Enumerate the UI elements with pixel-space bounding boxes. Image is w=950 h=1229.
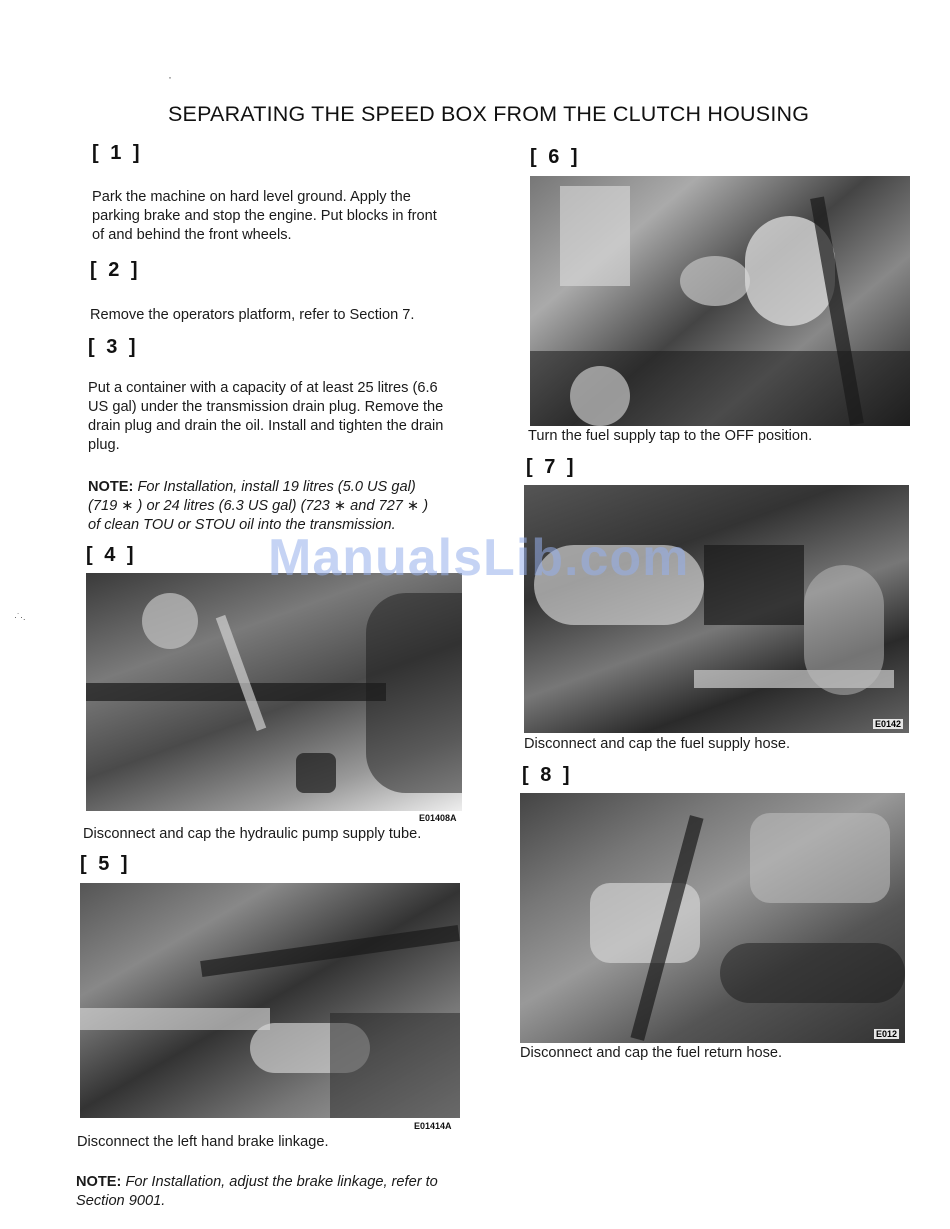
photo-shape [200,925,460,977]
text-line: Remove the operators platform, refer to Section 7. [90,307,415,323]
note-line [76,1173,476,1192]
page-title: SEPARATING THE SPEED BOX FROM THE CLUTCH HOUSING [168,102,810,126]
photo-shape [86,683,386,701]
note-label: NOTE: [76,1174,122,1190]
step-7-photo [524,485,909,733]
stray-mark: · [168,70,172,84]
step-5-image-code: E01414A [414,1121,452,1131]
step-8-caption: Disconnect and cap the fuel return hose. [520,1045,783,1061]
note-line: Section 9001. [76,1193,166,1209]
step-5-photo [80,883,460,1118]
photo-shape [216,615,266,731]
step-3-text [88,379,488,455]
note-line: (719 ∗ ) or 24 litres (6.3 US gal) (723 ∗ and 727 ∗ ) [88,498,429,514]
stray-mark: ·˙·. [14,612,26,622]
photo-shape [680,256,750,306]
step-2-text [90,306,490,325]
photo-shape [80,1008,270,1030]
text-line: US gal) under the transmission drain plug. Remove the [88,399,444,415]
step-4-image-code: E01408A [419,813,457,823]
photo-shape [142,593,198,649]
step-7-caption: Disconnect and cap the fuel supply hose. [524,736,791,752]
step-2-label: [ 2 ] [90,259,141,281]
step-7-image-code: E0142 [874,719,901,729]
photo-shape [750,813,890,903]
text-line: Put a container with a capacity of at least 25 litres (6.6 [88,380,438,396]
step-8-label: [ 8 ] [522,764,573,786]
note-text: For Installation, adjust the brake linkage, refer to [125,1174,438,1190]
photo-shape [704,545,804,625]
step-7-label: [ 7 ] [526,456,577,478]
step-8-image-code: E012 [875,1029,897,1039]
photo-shape [804,565,884,695]
text-line: of and behind the front wheels. [92,227,292,243]
step-3-label: [ 3 ] [88,336,139,358]
step-1-label: [ 1 ] [92,142,143,164]
watermark: ManualsLib.com [268,529,690,587]
photo-shape [296,753,336,793]
text-line: Park the machine on hard level ground. Apply the [92,189,411,205]
step-6-label: [ 6 ] [530,146,581,168]
note-text: For Installation, install 19 litres (5.0 US gal) [137,479,416,495]
step-5-caption: Disconnect the left hand brake linkage. [77,1134,329,1150]
photo-shape [366,593,462,793]
note-line: of clean TOU or STOU oil into the transmission. [88,517,396,533]
step-6-caption: Turn the fuel supply tap to the OFF position. [528,428,813,444]
note-brake-linkage [76,1173,476,1211]
note-label: NOTE: [88,479,134,495]
step-6-photo [530,176,910,426]
step-4-caption: Disconnect and cap the hydraulic pump supply tube. [83,826,422,842]
photo-shape [570,366,630,426]
step-5-label: [ 5 ] [80,853,131,875]
note-installation-oil [88,478,488,535]
text-line: drain plug and drain the oil. Install and tighten the drain [88,418,444,434]
text-line: parking brake and stop the engine. Put blocks in front [92,208,437,224]
step-1-text [92,188,492,245]
photo-shape [590,883,700,963]
step-4-photo [86,573,462,811]
step-8-photo [520,793,905,1043]
step-4-label: [ 4 ] [86,544,137,566]
photo-shape [560,186,630,286]
photo-shape [720,943,905,1003]
photo-shape [330,1013,460,1118]
text-line: plug. [88,437,120,453]
note-line [88,478,488,497]
